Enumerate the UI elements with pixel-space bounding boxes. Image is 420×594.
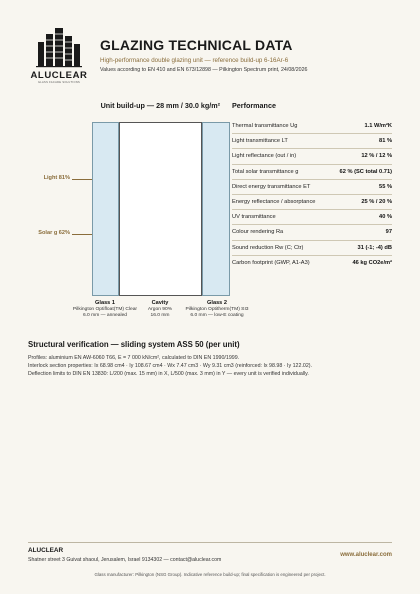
solar-label: Solar g 62% (38, 230, 70, 236)
perf-value: 81 % (379, 138, 392, 145)
building-logo-icon (34, 22, 84, 68)
layer-caption-glass-1 (70, 300, 140, 320)
table-row (232, 164, 392, 179)
perf-value: 1.1 W/m²K (364, 122, 392, 129)
perf-label: Light reflectance (out / in) (232, 153, 297, 160)
logo-tagline: GLASS FACADE SOLUTIONS (37, 81, 81, 84)
perf-value: 62 % (SC total 0.71) (339, 168, 392, 175)
perf-value: 12 % / 12 % (361, 153, 392, 160)
structural-text (28, 354, 398, 379)
light-marker-line (72, 179, 92, 180)
solar-marker-line (72, 234, 92, 235)
performance-heading: Performance (232, 101, 276, 110)
perf-label: Thermal transmittance Ug (232, 122, 298, 129)
unit-buildup-heading: Unit build-up — 28 mm / 30.0 kg/m² (100, 101, 220, 110)
footer-company: ALUCLEAR (28, 547, 64, 554)
performance-table (232, 118, 392, 270)
page-subtitle: High-performance double glazing unit — reference build-up 6-16Ar-6 (100, 57, 289, 64)
perf-label: Direct energy transmittance ET (232, 183, 311, 190)
structural-heading: Structural verification — sliding system ASS 50 (per unit) (28, 340, 240, 349)
layer-caption-glass-2 (180, 300, 254, 320)
perf-label: Light transmittance LT (232, 138, 288, 145)
layer-spec: 6.0 mm — annealed (82, 313, 128, 319)
structural-line: Interlock section properties: Ix 68.98 cm4 · Iy 108.67 cm4 · Wx 7.47 cm3 · Wy 9.31 cm3 (reinforced: Ix 98.98 · Iy 122.02). (28, 363, 313, 370)
glass-pane-1 (92, 122, 119, 296)
footer-divider (28, 542, 392, 543)
perf-value: 25 % / 20 % (361, 199, 392, 206)
table-row (232, 148, 392, 163)
table-row (232, 255, 392, 270)
layer-name: Glass 2 (207, 300, 227, 306)
perf-label: Energy reflectance / absorptance (232, 199, 316, 206)
glass-pane-2 (202, 122, 230, 296)
table-row (232, 118, 392, 133)
layer-spec: 6.0 mm — low-E coating (190, 313, 244, 319)
unit-buildup-diagram (92, 122, 230, 296)
layer-name: Glass 1 (95, 300, 115, 306)
footer-note: Glass manufacturer: Pilkington (NSG Group). Indicative reference build-up; final specification is engineered per project. (94, 572, 326, 577)
footer-address: Shatner street 3 Guivat shaoul, Jerusalem, Israel 9134302 — contact@aluclear.com (28, 557, 222, 563)
perf-value: 31 (-1; -4) dB (357, 244, 392, 251)
company-logo (30, 22, 88, 84)
perf-value: 40 % (379, 214, 392, 221)
values-note: Values according to EN 410 and EN 673/12898 — Pilkington Spectrum print, 24/08/2026 (100, 67, 308, 73)
perf-label: Total solar transmittance g (232, 168, 299, 175)
perf-label: UV transmittance (232, 214, 276, 221)
layer-spec: 16.0 mm (150, 313, 170, 319)
structural-line: Profiles: aluminium EN AW-6060 T66, E = 7 000 kN/cm², calculated to DIN EN 1990/1999. (28, 355, 240, 361)
layer-product: Argon 90% (147, 307, 173, 312)
cavity-gap (119, 122, 202, 296)
table-row (232, 224, 392, 239)
layer-product: Pilkington Optifloat(TM) Clear (72, 307, 138, 312)
page-title: GLAZING TECHNICAL DATA (100, 37, 293, 53)
light-label: Light 81% (43, 175, 70, 181)
table-row (232, 133, 392, 148)
logo-name: ALUCLEAR (30, 70, 88, 81)
footer-website-link[interactable]: www.aluclear.com (340, 552, 392, 558)
perf-label: Sound reduction Rw (C; Ctr) (232, 244, 304, 251)
table-row (232, 179, 392, 194)
perf-value: 97 (385, 229, 392, 236)
table-row (232, 240, 392, 255)
table-row (232, 209, 392, 224)
perf-label: Colour rendering Ra (232, 229, 284, 236)
perf-value: 55 % (379, 183, 392, 190)
perf-label: Carbon footprint (GWP, A1-A3) (232, 259, 310, 266)
perf-value: 46 kg CO2e/m² (352, 259, 392, 266)
table-row (232, 194, 392, 209)
structural-line: Deflection limits to DIN EN 13830: L/200 (max. 15 mm) in X, L/500 (max. 3 mm) in Y — every unit is verified individually. (28, 371, 309, 378)
layer-name: Cavity (151, 300, 169, 306)
layer-product: Pilkington Optitherm(TM) SI3 (185, 307, 249, 312)
